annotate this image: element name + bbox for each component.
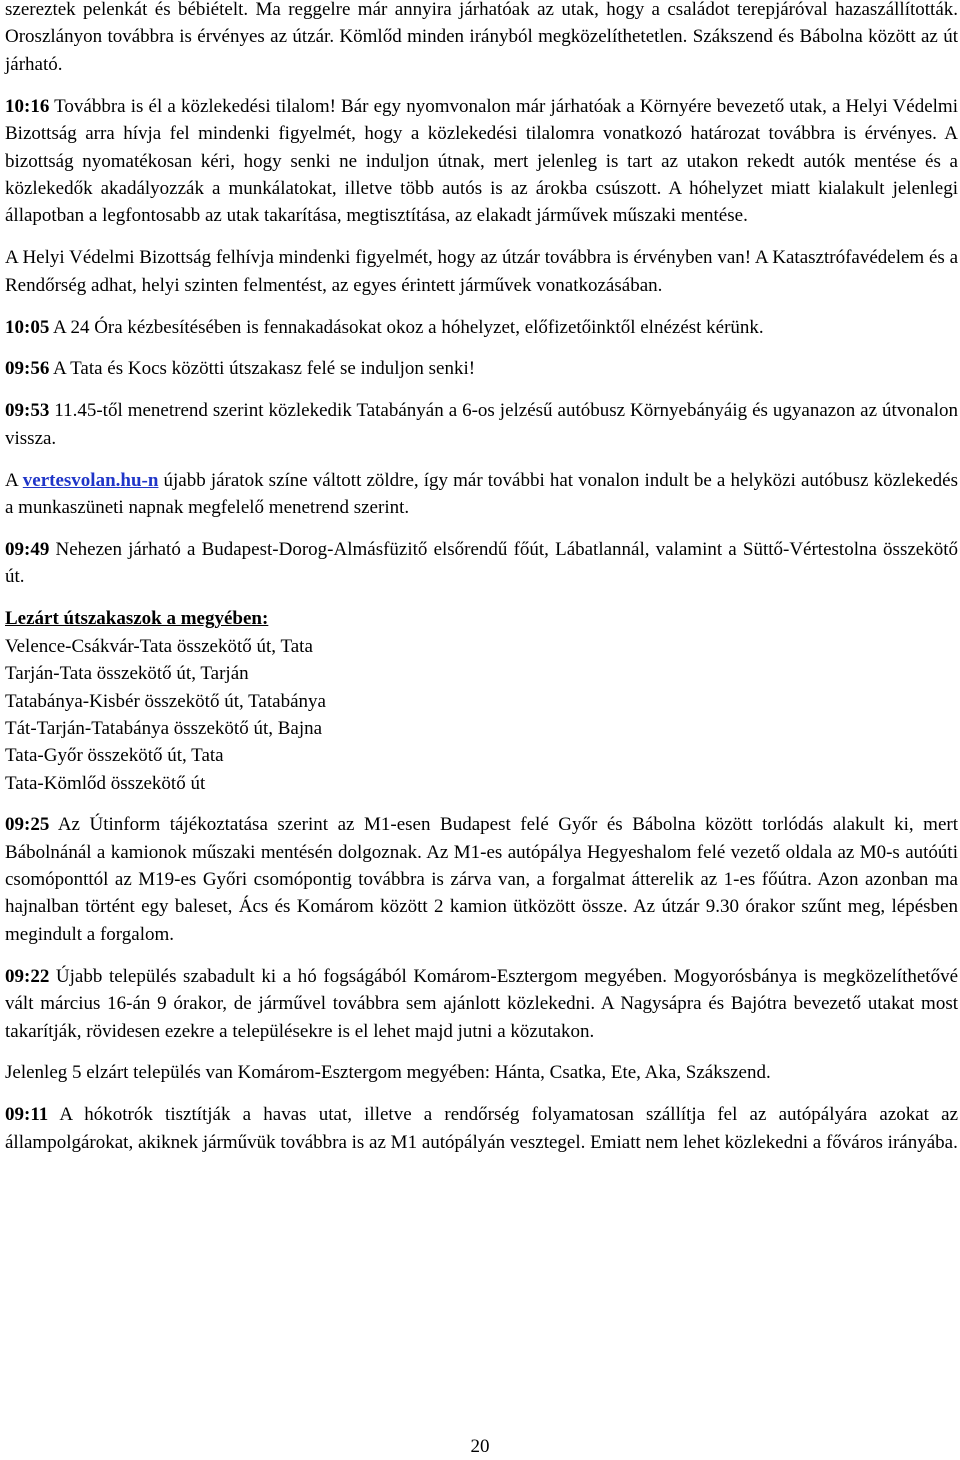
entry-text: Továbbra is él a közlekedési tilalom! Bár egy nyomvonalon már járhatóak a Környére bevezető utak, a Helyi Védelmi Bizottság arra hívja fel mindenki figyelmét, hogy a közlekedési tilalomra vonatkozó határozat továbbra is érvényes. A bizottság nyomatékosan kéri, hogy senki ne induljon útnak, mert jelenleg is tart az utakon rekedt autók mentése és a közlekedők akadályozzák a munkálatokat, illetve több autós is az árokba csúszott. A hóhelyzet miatt kialakult jelenlegi állapotban a legfontosabb az utak takarítása, megtisztítása, az elakadt járművek műszaki mentése. [5, 95, 958, 227]
news-entry-0925 [5, 811, 958, 948]
paragraph-continued [5, 0, 958, 78]
document-page [5, 0, 958, 1171]
closed-road-item: Tarján-Tata összekötő út, Tarján [5, 663, 249, 685]
news-entry-0911 [5, 1101, 958, 1156]
page-number: 20 [470, 1436, 490, 1457]
closed-road-item: Tát-Tarján-Tatabánya összekötő út, Bajna [5, 717, 323, 739]
closed-roads-heading: Lezárt útszakaszok a megyében: [5, 608, 269, 630]
entry-time: 09:49 [5, 539, 50, 560]
paragraph-text: A Helyi Védelmi Bizottság felhívja mindenki figyelmét, hogy az útzár továbbra is érvényben van! A Katasztrófavédelem és a Rendőrség adhat, helyi szinten felmentést, az egyes érintett járművek vonatkozásában. [5, 247, 958, 296]
news-entry-0953 [5, 397, 958, 452]
paragraph-text: szereztek pelenkát és bébiételt. Ma reggelre már annyira járhatóak az utak, hogy a családot terepjáróval hazaszállították. Oroszlányon továbbra is érvényes az útzár. Kömlőd minden irányból megközelíthetetlen. Szákszend és Bábolna között az út járható. [5, 0, 958, 75]
paragraph-text: Jelenleg 5 elzárt település van Komárom-Esztergom megyében: Hánta, Csatka, Ete, Aka, Szákszend. [5, 1062, 771, 1084]
news-entry-0956 [5, 355, 958, 382]
closed-road-item: Velence-Csákvár-Tata összekötő út, Tata [5, 635, 313, 657]
entry-time: 09:22 [5, 965, 50, 987]
closed-roads-list [5, 605, 958, 797]
entry-time: 09:56 [5, 358, 50, 380]
paragraph-bus-routes [5, 467, 958, 522]
entry-text: Nehezen járható a Budapest-Dorog-Almásfüzitő elsőrendű főút, Lábatlannál, valamint a Süttő-Vértestolna összekötő út. [5, 539, 958, 588]
news-entry-0922 [5, 963, 958, 1045]
news-entry-1016 [5, 93, 958, 230]
paragraph-text: újabb járatok színe váltott zöldre, így már további hat vonalon indult be a helyközi autóbusz közlekedés a munkaszüneti napnak megfelelő menetrend szerint. [5, 469, 958, 519]
entry-text: A Tata és Kocs közötti útszakasz felé se induljon senki! [53, 358, 476, 380]
closed-road-item: Tata-Győr összekötő út, Tata [5, 745, 224, 767]
entry-text: A hókotrók tisztítják a havas utat, illetve a rendőrség folyamatosan szállítja fel az autópályára azokat az állampolgárokat, akiknek járművük továbbra is az M1 autópályán vesztegel. Emiatt nem lehet közlekedni a főváros irányába. [5, 1104, 959, 1153]
paragraph-road-closure-notice [5, 244, 958, 299]
paragraph-prefix: A [5, 469, 18, 491]
entry-time: 09:25 [5, 814, 50, 836]
news-entry-1005 [5, 314, 958, 341]
entry-time: 09:11 [5, 1104, 49, 1126]
news-entry-0949 [5, 536, 958, 591]
entry-time: 10:05 [5, 316, 50, 338]
closed-road-item: Tatabánya-Kisbér összekötő út, Tatabánya [5, 690, 326, 712]
entry-text: 11.45-től menetrend szerint közlekedik Tatabányán a 6-os jelzésű autóbusz Környebányáig és ugyanazon az útvonalon vissza. [5, 400, 958, 449]
entry-text: Az Útinform tájékoztatása szerint az M1-esen Budapest felé Győr és Bábolna között torlódás alakult ki, mert Bábolnánál a kamionok műszaki mentésén dolgoznak. Az M1-es autópálya Hegyeshalom felé vezető oldala az M0-s autóúti csomóponttól az M19-es Győri csomópontig továbbra is zárva van, a forgalmat átterelik az 1-es főútra. Azon azonban ma hajnalban történt egy baleset, Ács és Komárom között 2 kamion ütközött össze. Az útzár 9.30 órakor szűnt meg, lépésben megindult a forgalom. [5, 814, 958, 945]
entry-time: 09:53 [5, 400, 50, 422]
paragraph-isolated-settlements [5, 1059, 958, 1086]
closed-road-item: Tata-Kömlőd összekötő út [5, 772, 206, 794]
entry-text: A 24 Óra kézbesítésében is fennakadásokat okoz a hóhelyzet, előfizetőinktől elnézést kérünk. [53, 316, 764, 338]
entry-time: 10:16 [5, 95, 50, 117]
entry-text: Újabb település szabadult ki a hó fogságából Komárom-Esztergom megyében. Mogyorósbánya is megközelíthetővé vált március 16-án 9 órakor, de járművel továbbra sem ajánlott közlekedni. A Nagysápra és Bajótra bevezető utakat most takarítják, rövidesen ezekre a településekre is el lehet majd jutni a közutakon. [5, 965, 959, 1042]
vertesvolan-link[interactable]: vertesvolan.hu-n [22, 469, 159, 491]
